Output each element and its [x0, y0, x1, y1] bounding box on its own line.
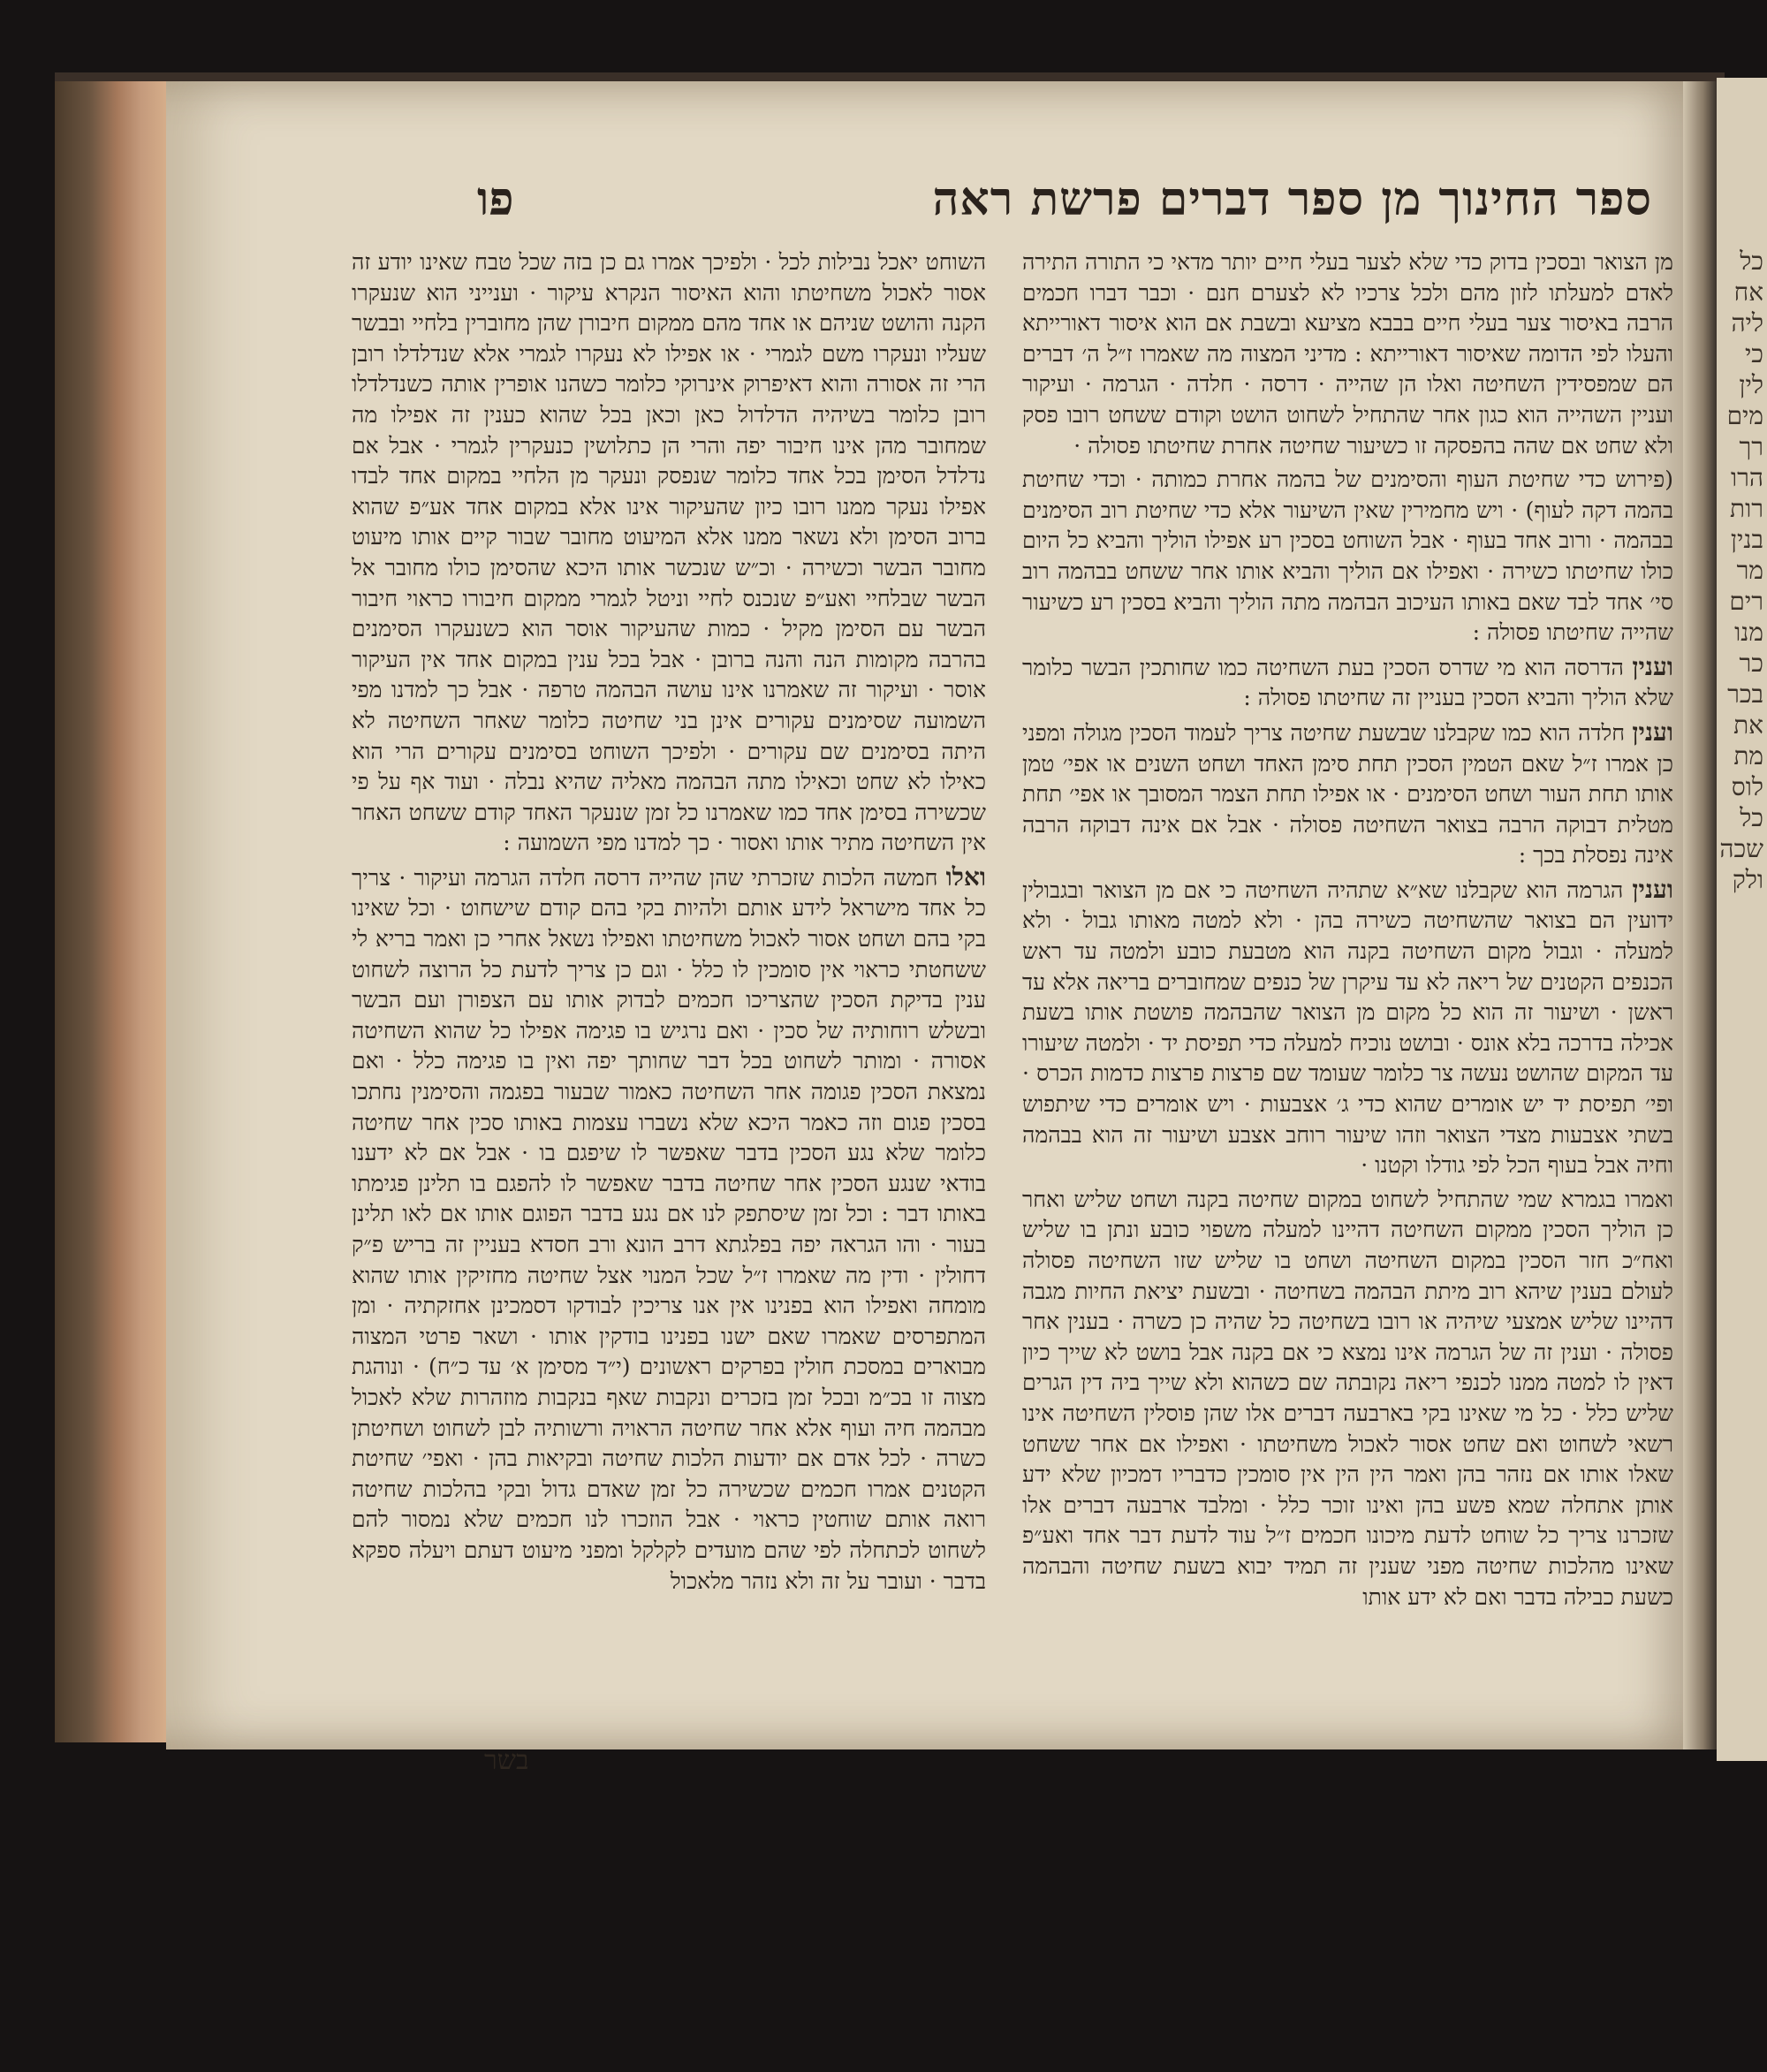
facing-page-text: כל אח ליה כי לין מים רך הרו רות בנין מר רים מנו כר בכר את מת לוס כל שכה ולק [1719, 247, 1763, 894]
paragraph: השוחט יאכל נבילות לכל · ולפיכך אמרו גם כן בזה שכל טבח שאינו יודע זה אסור לאכול משחיטתו והוא האיסור הנקרא עיקור · וענייני הוא שנעקרו הקנה והושט שניהם או אחד מהם ממקום חיבורן שהן מחוברין בלחיי ובבשר שעליו ונעקרו משם לגמרי · או אפילו לא נעקרו לגמרי אלא שנדלדלו רובן הרי זה אסורה והוא דאיפרוק אינרוקי כלומר כשהנו אופרין אותה כשנדלדלו רובן כלומר בשיהיה הדלדול כאן וכאן בכל שהוא כענין זה אפילו מה שמחובר מהן אינו חיבור יפה והרי הן כתלושין כנעקרין לגמרי · אבל אם נדלדל הסימן בכל אחד כלומר שנפסק ונעקר מן הלחיי במקום אחד לבדו אפילו נעקר ממנו רובו כיון שהעיקור אינו אלא במקום אחד אע״פ שהוא ברוב הסימן ולא נשאר ממנו אלא המיעוט מחובר שבור קיים אותו מיעוט מחובר הבשר וכשירה · וכ״ש שנכשר אותו היכא שהסימן כולו מחובר אל הבשר שבלחיי ואע״פ שנכנס לחיי וניטל לגמרי ממקום חיבורו כראוי חיבור הבשר עם הסימן מקיל · כמות שהעיקור אוסר הוא כשנעקרו הסימנים בהרבה מקומות הנה והנה ברובן · אבל בכל ענין במקום אחד אין העיקור אוסר · ועיקור זה שאמרנו אינו עושה הבהמה טרפה · אבל כך למדנו מפי השמועה שסימנים עקורים אינן בני שחיטה כלומר שאחר השחיטה לא היתה בסימנים שם עקורים · ולפיכך השוחט בסימנים עקורים הרי הוא כאילו לא שחט וכאילו מתה הבהמה מאליה שהיא נבלה · ועוד אף על פי שכשירה בסימן אחד כמו שאמרנו כל זמן שנעקר האחד קודם ששחט האחר אין השחיטה מתיר אותו ואסור · כך למדנו מפי השמועה : [352, 249, 986, 856]
running-title: ספר החינוך מן ספר דברים פרשת ראה [932, 172, 1652, 226]
page-number: פו [477, 172, 514, 226]
page-header [477, 172, 1652, 234]
left-text-column [352, 247, 986, 1741]
right-text-column [1022, 247, 1673, 1741]
book-gutter [1683, 81, 1717, 1749]
catchword: בשר [484, 1745, 529, 1776]
facing-page-fragment [1717, 78, 1767, 1761]
paragraph: וענין הגרמה הוא שקבלנו שא״א שתהיה השחיטה כי אם מן הצואר ובגבולין ידועין הם בצואר שהשחיטה כשירה בהן · ולא למטה מאותו גבול · ולא למעלה · וגבול מקום השחיטה בקנה הוא מטבעת כובע ולמטה עד ראש הכנפים הקטנים של ריאה לא עד עיקרן של כנפים שמחוברים בריאה אלא עד ראשן · ושיעור זה הוא כל מקום מן הצואר שהבהמה פושטת אותו בשעת אכילה בדרכה בלא אונס · ובושט נוכיח למעלה כדי תפיסת יד · ולמטה שיעורו עד המקום שהושט נעשה צר כלומר שעומד שם פרצות פרצות כדמות הכרס · ופי׳ תפיסת יד יש אומרים שהוא כדי ג׳ אצבעות · ויש אומרים כדי שיתפוש בשתי אצבעות מצדי הצואר וזהו שיעור רוחב אצבע ושיעור זה הוא בבהמה וחיה אבל בעוף הכל לפי גודלו וקטנו · [1022, 874, 1673, 1179]
paragraph: וענין חלדה הוא כמו שקבלנו שבשעת שחיטה צריך לעמוד הסכין מגולה ומפני כן אמרו ז״ל שאם הטמין הסכין תחת סימן האחד ושחט השנים או אפי׳ טמן אותו תחת העור ושחט הסימנים · או אפילו תחת הצמר המסובך או אפי׳ תחת מטלית דבוקה הרבה בצואר השחיטה פסולה · אבל אם אינה דבוקה הרבה אינה נפסלת בכך : [1022, 717, 1673, 869]
paragraph: ואמרו בגמרא שמי שהתחיל לשחוט במקום שחיטה בקנה ושחט שליש ואחר כן הוליך הסכין ממקום השחיטה דהיינו למעלה משפוי כובע ונתן בו שליש ואח״כ חזר הסכין במקום השחיטה ושחט בו שליש שזו השחיטה פסולה לעולם בענין שיהא רוב מיתת הבהמה בשחיטה · ובשעת יציאת החיות מגבה דהיינו שליש אמצעי שיהיה או רובו בשחיטה כל שהיה כן כשרה · בענין אחר פסולה · וענין זה של הגרמה אינו נמצא כי אם בקנה אבל בושט לא שייך כיון דאין לו למטה ממנו לכנפי ריאה נקובתה שם כשהוא ולא שייך ביה דין הגרים שליש כלל · כל מי שאינו בקי בארבעה דברים אלו שהן פוסלין השחיטה אינו רשאי לשחוט ואם שחט אסור לאכול משחיטתו · ואפילו אם אחר ששחט שאלו אותו אם נזהר בהן ואמר הין הין אין סומכין כדבריו דמכיון שלא ידע אותן אתחלה שמא פשע בהן ואינו זוכר כלל · ומלבד ארבעה דברים אלו שזכרנו צריך כל שוחט לדעת מיכונו חכמים ז״ל עוד לדעת דבר אחד ואע״פ שאינו מהלכות שחיטה מפני שענין זה תמיד יבוא בשעת שחיטה והבהמה כשעת כבילה בדבר ואם לא ידע אותו [1022, 1186, 1673, 1610]
paragraph: ואלו חמשה הלכות שזכרתי שהן שהייה דרסה חלדה הגרמה ועיקור · צריך כל אחד מישראל לידע אותם ולהיות בקי בהם קודם שישחוט · וכל שאינו בקי בהם ושחט אסור לאכול משחיטתו ואפילו נשאל אחרי כן ואמר בריא לי ששחטתי כראוי אין סומכין לו כלל · וגם כן צריך לדעת כל הרוצה לשחוט ענין בדיקת הסכין שהצריכו חכמים לבדוק אותו עם הצפורן ועם הבשר ובשלש רוחותיה של סכין · ואם נרגיש בו פגימה אפילו כל שהוא השחיטה אסורה · ומותר לשחוט בכל דבר שחותך יפה ואין בו פגימה כלל · ואם נמצאת הסכין פגומה אחר השחיטה כאמור שבעור בפגמה והסימנין נחתכו בסכין פגום וזה כאמר היכא שלא נשברו עצמות באותו סכין אחר שחיטה כלומר שלא נגע הסכין בדבר שאפשר לו שיפגם בו · אבל אם לא ידענו בודאי שנגע הסכין אחר שחיטה בדבר שאפשר לו להפגם בו תלינן פגימתו באותו דבר : וכל זמן שיסתפק לנו אם נגע בדבר הפוגם אותו אם לאו תלינן בעור · והו הגראה יפה בפלגתא דרב הונא ורב חסדא בעניין זה בריש פ״ק דחולין · ודין מה שאמרו ז״ל שכל המנוי אצל שחיטה מחזיקין אותו שהוא מומחה ואפילו הוא בפנינו אין אנו צריכין לבודקו דסמכינן אחזקתיה · ומן המתפרסים שאמרו שאם ישנו בפנינו בודקין אותו · ושאר פרטי המצוה מבוארים במסכת חולין בפרקים ראשונים (י״ד מסימן א׳ עד כ״ח) · ונוהגת מצוה זו בכ״מ ובכל זמן בזכרים ונקבות שאף בנקבות מוזהרות שלא לאכול מבהמה חיה ועוף אלא אחר שחיטה הראויה ורשותיה לבן לשחוט ושחיטתן כשרה · לכל אדם אם יודעות הלכות שחיטה ובקיאות בהן · ואפי׳ שחיטת הקטנים אמרו חכמים שכשירה כל זמן שאדם גדול ובקי בהלכות שחיטה רואה אותם שוחטין כראוי · אבל הוזכרו לנו חכמים שלא נמסור להם לשחוט לכתחלה לפי שהם מועדים לקלקל ומפני מיעוט דעתם ויעלה ספקא בדבר · ועובר על זה ולא נזהר מלאכול [352, 861, 986, 1594]
paragraph: וענין הדרסה הוא מי שדרס הסכין בעת השחיטה כמו שחותכין הבשר כלומר שלא הוליך והביא הסכין בעניין זה שחיטתו פסולה : [1022, 651, 1673, 711]
paragraph: (פירוש כדי שחיטת העוף והסימנים של בהמה אחרת כמותה · וכדי שחיטת בהמה דקה לעוף) · ויש מחמירין שאין השיעור אלא כדי שחיטת רוב הסימנים בבהמה · ורוב אחד בעוף · אבל השוחט בסכין רע אפילו הוליך והביא כל היום כולו שחיטתו כשירה · ואפילו אם הוליך והביא אותו אחר ששחט בבהמה רוב סי׳ אחד לבד שאם באותו העיכוב הבהמה מתה הוליך והביא בסכין רע כשיעור שהייה שחיטתו פסולה : [1022, 467, 1673, 646]
paragraph: מן הצואר ובסכין בדוק כדי שלא לצער בעלי חיים יותר מדאי כי התורה התירה לאדם למעלתו לזון מהם ולכל צרכיו לא לצערם חנם · וכבר דברו חכמים הרבה באיסור צער בעלי חיים בבבא מציעא ובשבת אם הוא איסור דאורייתא והעלו לפי הדומה שאיסור דאורייתא : מדיני המצוה מה שאמרו ז״ל ה׳ דברים הם שמפסידין השחיטה ואלו הן שהייה · דרסה · חלדה · הגרמה · ועיקור ועניין השהייה הוא כגון אחר שהתחיל לשחוט הושט וקודם ששחט רובו פסק ולא שחט אם שהה בהפסקה זו כשיעור שחיטה אחרת שחיטתו פסולה · [1022, 249, 1673, 459]
book-page-edges [55, 81, 170, 1742]
